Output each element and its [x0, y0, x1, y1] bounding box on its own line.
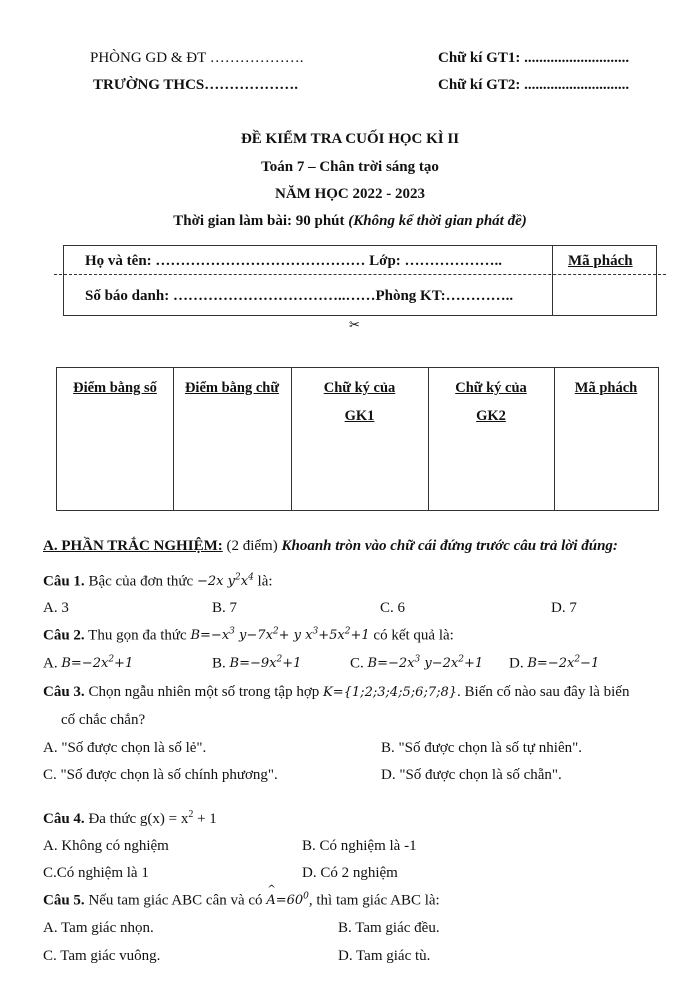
grade-header-gk1 — [291, 374, 428, 430]
grade-header-gk1-title: Chữ ký của — [323, 380, 396, 396]
q5-option-b[interactable]: B. Tam giác đều. — [338, 920, 440, 936]
q3-option-b[interactable]: B. "Số được chọn là số tự nhiên". — [381, 740, 583, 756]
question-text: Bậc của đơn thức — [88, 573, 194, 590]
question-2 — [43, 627, 454, 644]
question-label: Câu 5. — [43, 892, 85, 909]
grade-header-words: Điểm bằng chữ — [184, 380, 280, 396]
section-a-heading — [43, 538, 618, 555]
question-text: Thu gọn đa thức — [88, 627, 187, 644]
question-label: Câu 1. — [43, 573, 85, 590]
scissors-icon: ✂ — [349, 318, 360, 333]
truong-label: TRƯỜNG THCS………………. — [93, 77, 299, 93]
q2-option-b[interactable]: B. $B=-9x^2+1$ — [212, 655, 302, 672]
q2-option-c[interactable]: C. $B=-2x^3$ $y-2x^2+1$ — [350, 655, 484, 672]
math-expression: A ^ $=60^0$ — [266, 884, 309, 909]
math-expression: $B=-2x^2-1$ — [527, 655, 600, 672]
exam-year: NĂM HỌC 2022 - 2023 — [275, 186, 425, 202]
q5-option-c[interactable]: C. Tam giác vuông. — [43, 948, 161, 964]
exam-time-note: (Không kể thời gian phát đề) — [348, 213, 527, 229]
section-a-instruction: Khoanh tròn vào chữ cái đứng trước câu trả lời đúng: — [281, 538, 618, 554]
grade-header-gk2 — [428, 374, 554, 430]
question-3-continued: cố chắc chắn? — [61, 712, 146, 728]
ma-phach-label: Mã phách — [568, 253, 633, 269]
question-1 — [43, 573, 273, 590]
q5-option-d[interactable]: D. Tam giác tù. — [338, 948, 431, 964]
q3-option-d[interactable]: D. "Số được chọn là số chẵn". — [381, 767, 562, 783]
signature-gt2-label: Chữ kí GT2: ............................ — [438, 77, 630, 93]
q4-option-a[interactable]: A. Không có nghiệm — [43, 838, 169, 854]
question-4: Câu 4. Đa thức $g(x) = x^2 + 1$ — [43, 809, 217, 827]
grade-header-gk2-sub: GK2 — [476, 408, 506, 424]
math-expression: $B=-2x^3$ $y-2x^2+1$ — [367, 655, 484, 672]
q1-option-b[interactable]: B. 7 — [212, 600, 238, 616]
grade-table — [56, 367, 659, 511]
q1-option-d[interactable]: D. 7 — [551, 600, 577, 616]
signature-gt1-label: Chữ kí GT1: ............................ — [438, 50, 630, 66]
exam-time-label: Thời gian làm bài: 90 phút — [173, 213, 345, 229]
question-suffix: là: — [257, 573, 273, 590]
question-label: Câu 2. — [43, 627, 85, 644]
section-a-points: (2 điểm) — [226, 538, 278, 554]
q4-option-d[interactable]: D. Có 2 nghiệm — [302, 865, 398, 881]
exam-time — [0, 213, 700, 230]
question-label: Câu 4. — [43, 811, 85, 827]
q2-option-d[interactable]: D. $B=-2x^2-1$ — [509, 655, 600, 672]
student-info-box — [63, 245, 657, 316]
question-text: Chọn ngẫu nhiên một số trong tập hợp — [88, 684, 320, 700]
q3-option-c[interactable]: C. "Số được chọn là số chính phương". — [43, 767, 278, 783]
question-suffix: , thì tam giác ABC là: — [308, 892, 440, 909]
section-a-title: A. PHẦN TRẮC NGHIỆM: — [43, 538, 223, 554]
question-suffix: có kết quả là: — [373, 627, 454, 644]
question-3 — [43, 684, 629, 701]
cut-line — [54, 274, 666, 275]
student-name-field[interactable]: Họ và tên: …………………………………… Lớp: ……………….. — [85, 253, 503, 269]
exam-title: ĐỀ KIỂM TRA CUỐI HỌC KÌ II — [240, 131, 460, 147]
q1-option-c[interactable]: C. 6 — [380, 600, 406, 616]
math-expression: $B=-9x^2+1$ — [229, 655, 302, 672]
question-text: Đa thức g(x) = x — [88, 811, 189, 827]
q4-option-b[interactable]: B. Có nghiệm là -1 — [302, 838, 417, 854]
q5-option-a[interactable]: A. Tam giác nhọn. — [43, 920, 154, 936]
question-5 — [43, 884, 440, 909]
question-suffix: . Biến cố nào sau đây là biến — [457, 684, 630, 700]
question-text: Nếu tam giác ABC cân và có — [88, 892, 263, 909]
q4-option-c[interactable]: C.Có nghiệm là 1 — [43, 865, 149, 881]
math-expression: $B=-x^3$ $y-7x^2+ y$ $x^3+5x^2+1$ — [190, 627, 370, 644]
math-expression: K={1;2;3;4;5;6;7;8} — [323, 685, 458, 700]
exam-subject: Toán 7 – Chân trời sáng tạo — [261, 159, 439, 175]
q2-option-a[interactable]: A. $B=-2x^2+1$ — [43, 655, 134, 672]
question-label: Câu 3. — [43, 684, 85, 700]
grade-header-gk2-title: Chữ ký của — [455, 380, 527, 396]
q1-option-a[interactable]: A. 3 — [43, 600, 69, 616]
candidate-number-field[interactable]: Số báo danh: ……………………………..……Phòng KT:………….. — [85, 288, 514, 304]
math-expression: −2x $y^2x^4$ — [196, 573, 254, 590]
grade-header-gk1-sub: GK1 — [344, 408, 375, 424]
q3-option-a[interactable]: A. "Số được chọn là số lẻ". — [43, 740, 207, 756]
grade-header-number: Điểm bằng số — [73, 380, 157, 396]
math-expression: $B=-2x^2+1$ — [61, 655, 134, 672]
phong-gd-label: PHÒNG GD & ĐT ………………. — [90, 50, 304, 66]
grade-header-ma-phach: Mã phách — [574, 380, 638, 396]
